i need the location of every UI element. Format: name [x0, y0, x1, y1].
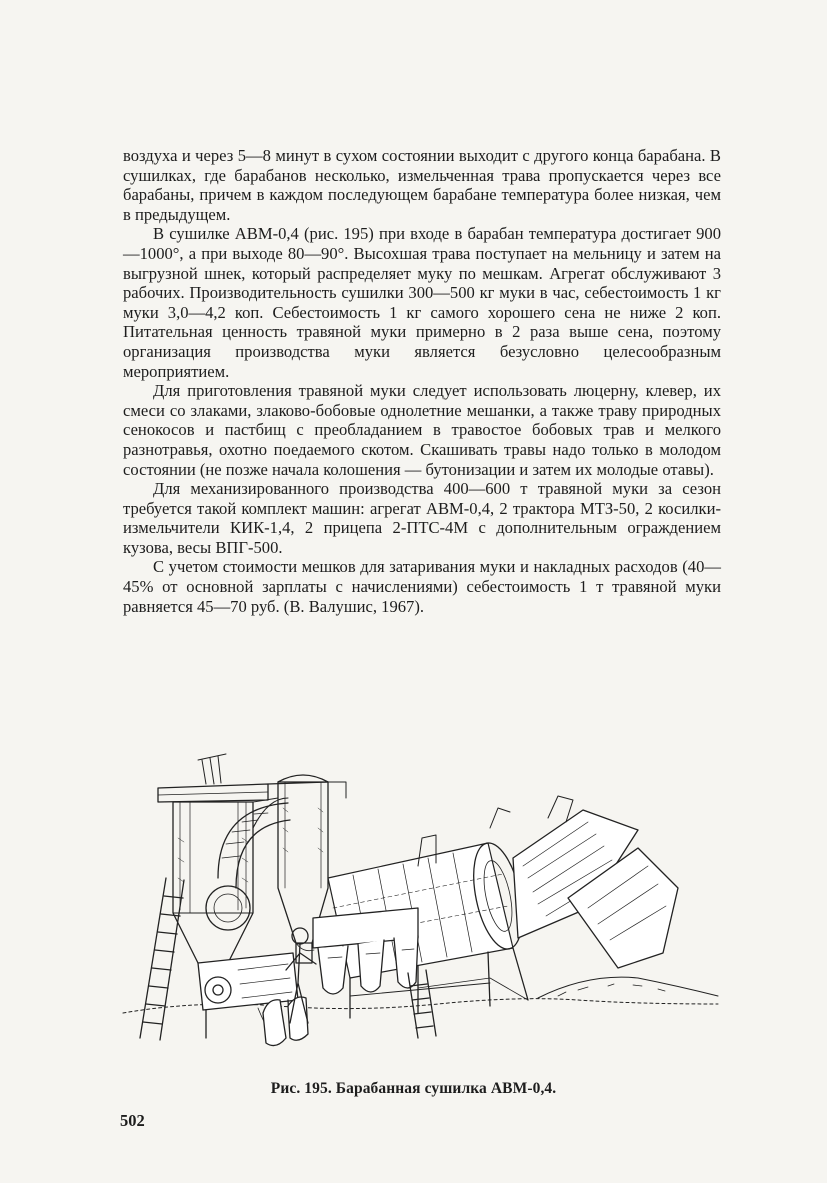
paragraph-4: Для механизированного производства 400—600 т травяной муки за сезон требуется такой комплект машин: агрегат АВМ-0,4, 2 трактора МТЗ-50, 2 косилки-измельчители КИК-1,4, 2 прицепа 2-ПТС-4М с дополнительным ограждением кузова, весы ВПГ-500. — [123, 479, 721, 557]
paragraph-5: С учетом стоимости мешков для затаривания муки и накладных расходов (40—45% от основной зарплаты с начислениями) себестоимость 1 т травяной муки равняется 45—70 руб. (В. Валушис, 1967). — [123, 557, 721, 616]
drum-dryer-illustration — [118, 738, 722, 1070]
figure-caption: Рис. 195. Барабанная сушилка АВМ-0,4. — [270, 1080, 557, 1097]
page-number: 502 — [120, 1111, 145, 1130]
body-text — [123, 146, 721, 616]
paragraph-1: воздуха и через 5—8 минут в сухом состоянии выходит с другого конца барабана. В сушилках, где барабанов несколько, измельченная трава пропускается через все барабаны, причем в каждом последующем барабане температура более низкая, чем в предыдущем. — [123, 146, 721, 224]
paragraph-3: Для приготовления травяной муки следует использовать люцерну, клевер, их смеси со злаками, злаково-бобовые однолетние мешанки, а также траву природных сенокосов и пастбищ с преобладанием в травостое бобовых трав и мелкого разнотравья, охотно поедаемого скотом. Скашивать травы надо только в молодом состоянии (не позже начала колошения — бутонизации и затем их молодые отавы). — [123, 381, 721, 479]
paragraph-2: В сушилке АВМ-0,4 (рис. 195) при входе в барабан температура достигает 900—1000°, а при выходе 80—90°. Высохшая трава поступает на мельницу и затем на выгрузной шнек, который распределяет муку по мешкам. Агрегат обслуживают 3 рабочих. Производительность сушилки 300—500 кг муки в час, себестоимость 1 кг муки 3,0—4,2 коп. Себестоимость 1 кг самого хорошего сена не ниже 2 коп. Питательная ценность травяной муки примерно в 2 раза выше сена, поэтому организация производства муки является безусловно целесообразным мероприятием. — [123, 224, 721, 381]
